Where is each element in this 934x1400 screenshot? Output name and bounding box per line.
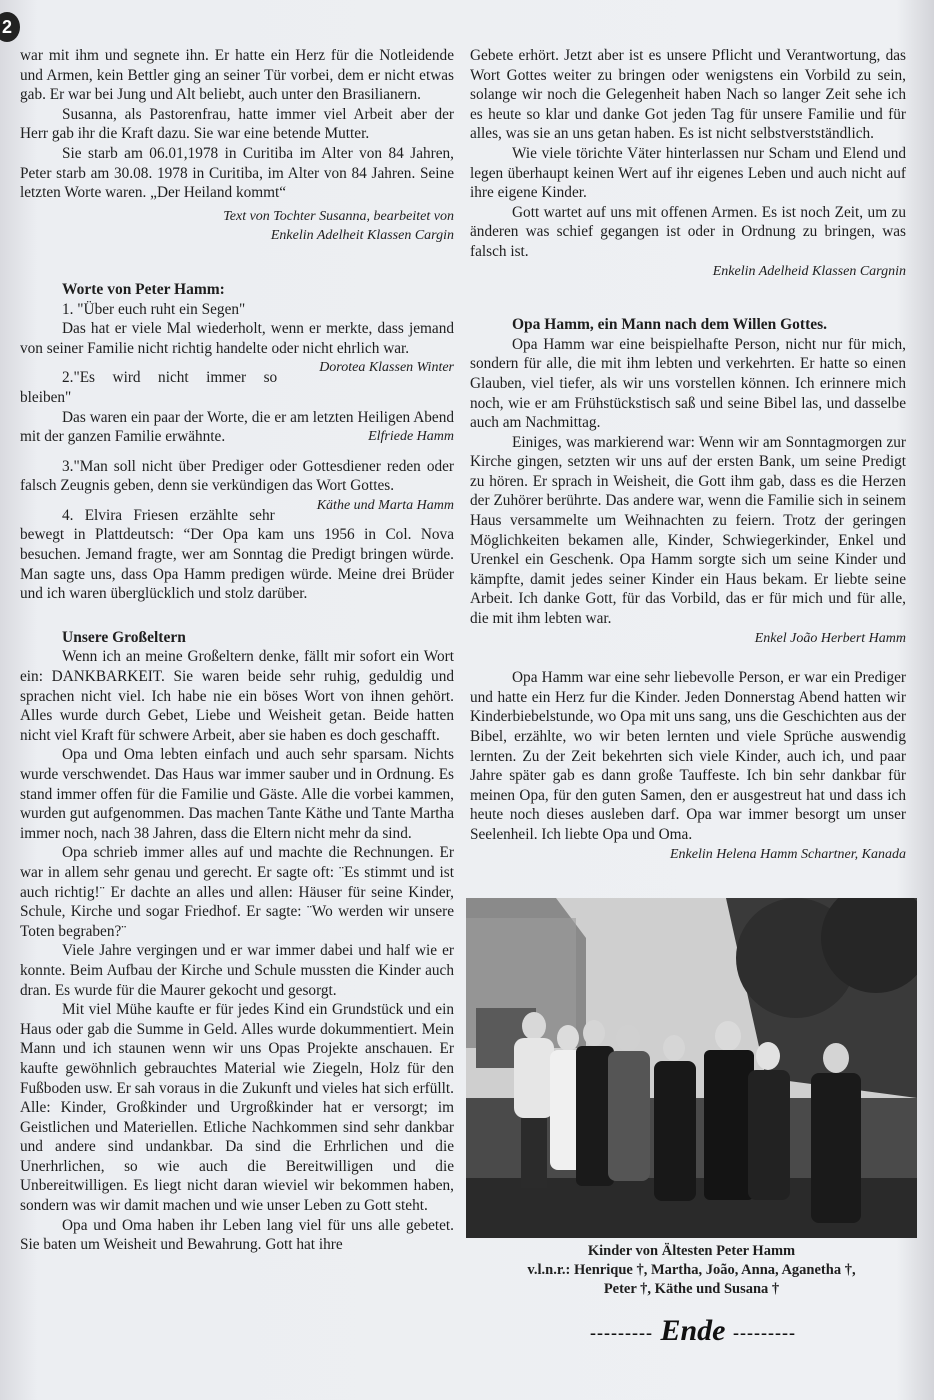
paragraph: Opa schrieb immer alles auf und machte die Rechnungen. Er war in allem sehr genau und gerecht. Er sagte oft: ¨Es stimmt und ist auch richtig!¨ Er dachte an alles und allen: Häuser für seine Kinder, Schule, Kirche und sogar Friedhof. Er sagte: ¨Wo werden wir unsere Toten begraben?¨ [20, 844, 454, 940]
signature: Käthe und Marta Hamm [316, 497, 454, 513]
paragraph-text: Das waren ein paar der Worte, die er am letzten Heiligen Abend mit der ganzen Familie erwähnte. [20, 408, 454, 446]
paragraph: Einiges, was markierend war: Wenn wir am Sonntagmorgen zur Kirche gingen, setzten wir uns auf der ersten Bank, um seine Predigt zu hören. Er sprach in Weisheit, die Gott ihm gab, dass es die Herzen der Zuhörer berührte. Das andere war, wenn die Familie sich in seinem Haus versammelte um Weihnachten zu feiern. Trotz der geringen Möglichkeiten bekamen alle, Kinder, Schwiegerkinder, Enkel und Urenkel ein Geschenk. Opa Hamm sorgte sich um seine Kinder und kämpfte, damit jedes seiner Kinder ein Haus bekam. Er liebte seine Arbeit. Ich danke Gott, für das Vorbild, das er für mich und für alle, die mit ihm lebten war. [470, 433, 906, 628]
caption-line: v.l.n.r.: Henrique †, Martha, João, Anna, Aganetha †, [527, 1262, 856, 1278]
dash-line: --------- [733, 1322, 796, 1343]
right-column [470, 46, 906, 864]
paragraph: Gebete erhört. Jetzt aber ist es unsere Pflicht und Verantwortung, das Wort Gottes weiter zu bringen oder wenigstens ein Vorbild zu sein, solange wir noch die Gelegenheit haben Nach so langer Zeit sehe ich es heute so klar und danke Got jeden Tag für unsere Familie und für alles, was sie an uns getan haben. Es ist nicht selbstverstständlich. [470, 47, 906, 143]
signature: Dorotea Klassen Winter [319, 360, 454, 376]
signature: Text von Tochter Susanna, bearbeitet von [223, 208, 454, 224]
dash-line: --------- [590, 1322, 653, 1343]
signature: Enkelin Adelheid Klassen Cargnin [712, 263, 906, 279]
page-number-badge: 2 [0, 12, 20, 42]
paragraph: Opa und Oma lebten einfach und auch sehr sparsam. Nichts wurde verschwendet. Das Haus war immer sauber und in Ordnung. Es stand immer offen für die Familie und Gäste. Alle die vorbei kammen, wurden gut aufgenommen. Das machen Tante Käthe und Tante Martha immer noch, nach 38 Jahren, dass die Eltern nicht mehr da sind. [20, 746, 454, 842]
signature: Elfriede Hamm [368, 429, 454, 445]
paragraph: Susanna, als Pastorenfrau, hatte immer viel Arbeit aber der Herr gab ihr die Kraft dazu. Sie war eine betende Mutter. [20, 105, 454, 143]
photo-caption [466, 1242, 917, 1299]
quote-title: 1. "Über euch ruht ein Segen" [62, 300, 246, 318]
section-heading-worte: Worte von Peter Hamm: [62, 280, 225, 298]
paragraph: Sie starb am 06.01,1978 in Curitiba im Alter von 84 Jahren, Peter starb am 30.08. 1978 in Curitiba, im Alter von 84 Jahren. Seine letzten Worte waren. „Der Heiland kommt“ [20, 144, 454, 202]
paragraph: Wie viele törichte Väter hinterlassen nur Scham und Elend und legen überhaupt keinen Wert auf ihr eigenes Leben und auch nicht auf ihre eigene Kinder. [470, 144, 906, 202]
caption-line: Kinder von Ältesten Peter Hamm [587, 1243, 796, 1259]
signature: Enkel João Herbert Hamm [754, 630, 906, 646]
paragraph: Opa und Oma haben ihr Leben lang viel für uns alle gebetet. Sie baten um Weisheit und Bewahrung. Gott hat ihre [20, 1216, 454, 1254]
paragraph: Viele Jahre vergingen und er war immer dabei und half wie er konnte. Beim Aufbau der Kirche und Schule mussten die Kinder auch dran. Es wurde für die Maurer gekocht und gesorgt. [20, 942, 454, 999]
family-photo-illustration [466, 898, 917, 1238]
paragraph: Opa Hamm war eine sehr liebevolle Person, er war ein Prediger und hatte ein Herz fur die Kinder. Jeden Donnerstag Abend hatten wir Kinderbiebelstunde, wo Opa mit uns sang, uns die Geschichten aus der Bibel, erzählte, wo wir beten lernten und viele Sprüche auswendig lernten. Zu der Zeit bekehrten sich viele Kinder, auch ich, und paar Jahre später gab es dann große Tauffeste. Ich bin sehr dankbar für meinen Opa, für den guten Samen, den er ausgestreut hat und dass ich heute noch dieses ausleben darf. Opa war immer besorgt um unser Seelenheil. Ich liebte Opa und Oma. [470, 669, 906, 843]
paragraph: Gott wartet auf uns mit offenen Armen. Es ist noch Zeit, um zu änderen was schief gegangen ist oder in Ordnung zu bringen, was falsch ist. [470, 203, 906, 260]
ende-mark [573, 1314, 813, 1348]
ende-word: Ende [660, 1314, 726, 1347]
signature: Enkelin Helena Hamm Schartner, Kanada [669, 846, 906, 862]
paragraph [20, 457, 454, 513]
paragraph-text: 3."Man soll nicht über Prediger oder Gottesdiener reden oder falsch Zeugnis geben, denn sie verkündigen das Wort Gottes. [20, 457, 454, 495]
paragraph-text: Das hat er viele Mal wiederholt, wenn er merkte, dass jemand von seiner Familie nicht richtig handelte oder nicht ehrlich war. [20, 320, 454, 357]
paragraph: Opa Hamm war eine beispielhafte Person, nicht nur für mich, sondern für alle, die mit ihm lebten und verkehrten. Er hatte so einen Glauben, viel tiefer, als wir uns vorstellen können. Ich erinnere mich noch, wie er am Frühstückstisch saß und seine Bibel las, und dasselbe auch am Nachmittag. [470, 335, 906, 432]
signature: Enkelin Adelheit Klassen Cargin [270, 228, 454, 244]
left-column [20, 46, 454, 1255]
paragraph [20, 408, 454, 447]
section-heading-grosseltern: Unsere Großeltern [62, 628, 186, 646]
paragraph: Mit viel Mühe kaufte er für jedes Kind ein Grundstück und ein Haus oder gab die Summe in Geld. Alles wurde dokummentiert. Mein Mann und ich staunen wenn wir uns Opas Projekte anschauen. Er kaufte gewöhnlich gebrauchtes Material wie Ziegeln, Holz für den Fußboden usw. Er sah voraus in die Zukunft und vieles hat sich erfüllt. Alle: Kinder, Großkinder und Urgroßkinder hat er versorgt; im Geistlichen und Materiellen. Etliche Nachkommen sind sehr dankbar und andere sind undankbar. Da sind die Erhrlichen und die Unerhrlichen, so wie auch die Bereitwilligen und die Unbereitwilligen. Es liegt nicht daran wieviel wir bekommen haben, sondern was wir damit machen und wie unser Leben zu Gott steht. [20, 1001, 454, 1215]
paragraph: 4. Elvira Friesen erzählte sehr bewegt in Plattdeutsch: “Der Opa kam uns 1956 in Col. Nova besuchen. Jemand fragte, wer am Sonntag die Predigt bringen würde. Man sagte uns, dass Opa Hamm predigen würde. Meine drei Brüder und ich waren überglücklich und stolz darüber. [20, 506, 454, 603]
caption-line: Peter †, Käthe und Susana † [603, 1281, 780, 1297]
quote-title: 2."Es wird nicht immer so bleiben" [20, 369, 278, 406]
paragraph: Wenn ich an meine Großeltern denke, fällt mir sofort ein Wort ein: DANKBARKEIT. Sie waren beide sehr ruhig, geduldig und sprachen nicht viel. Ich habe nie ein böses Wort von ihnen gehört. Alles wurde durch Gebet, Liebe und Weisheit getan. Beide hatten nicht viel Kraft für schwere Arbeit, aber sie haben es doch geschafft. [20, 648, 454, 744]
family-photo [466, 898, 917, 1238]
paragraph: war mit ihm und segnete ihn. Er hatte ein Herz für die Notleidende und Armen, kein Bettler ging an seiner Tür vorbei, dem er nicht etwas gab. Er war bei Jung und Alt beliebt, auch unter den Brasilianern. [20, 47, 454, 104]
paragraph [20, 319, 454, 376]
section-heading-opa-hamm: Opa Hamm, ein Mann nach dem Willen Gottes. [512, 316, 828, 334]
